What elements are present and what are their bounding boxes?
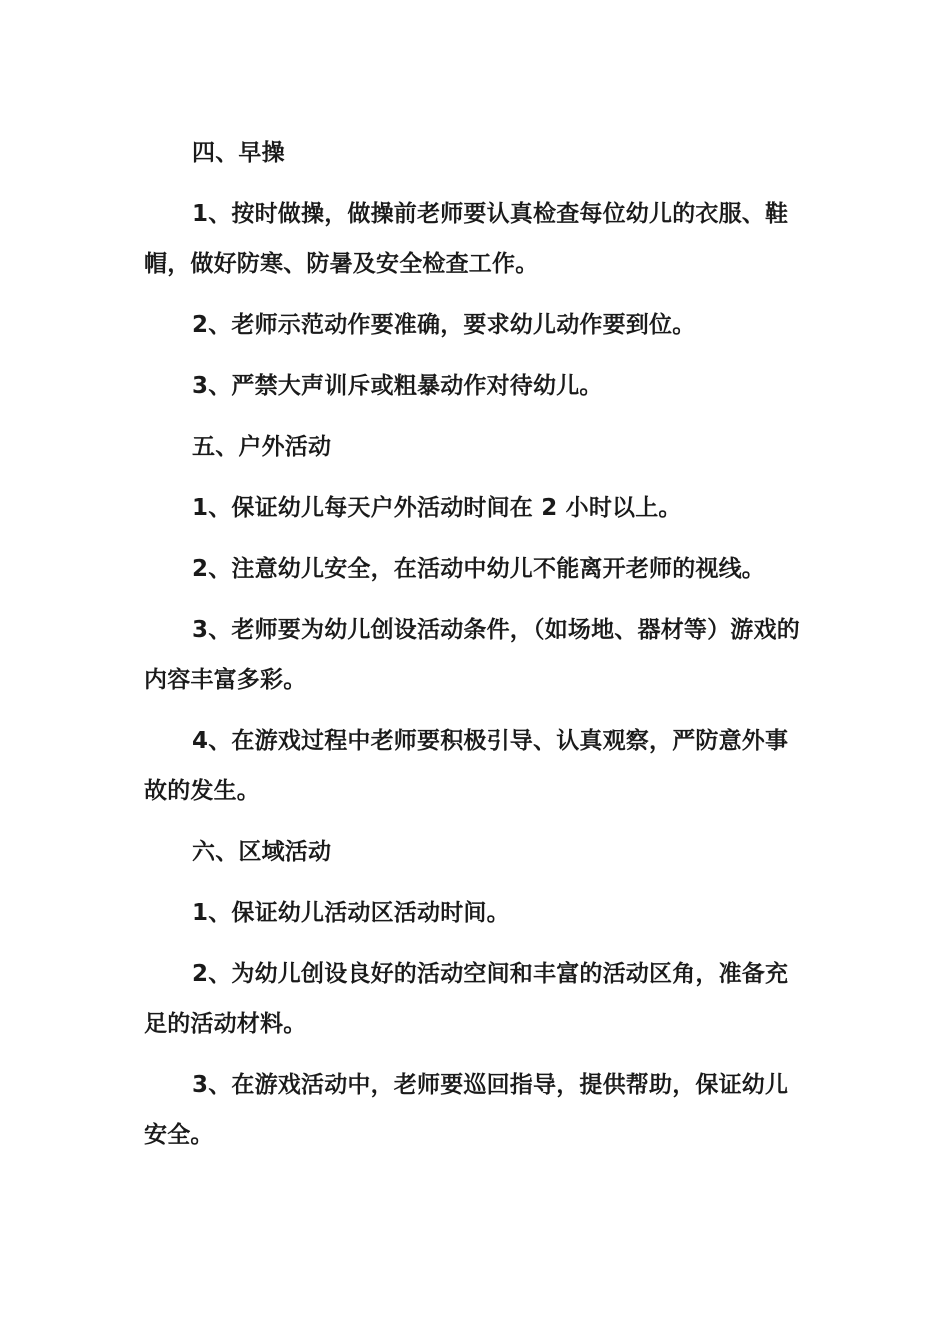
paragraph: 2、为幼儿创设良好的活动空间和丰富的活动区角，准备充足的活动材料。: [144, 961, 789, 1037]
paragraph: 4、在游戏过程中老师要积极引导、认真观察，严防意外事故的发生。: [144, 728, 789, 804]
paragraph: 3、在游戏活动中，老师要巡回指导，提供帮助，保证幼儿安全。: [144, 1072, 789, 1148]
section-heading-outdoor-activity: 五、户外活动: [192, 434, 332, 460]
paragraph: 2、老师示范动作要准确，要求幼儿动作要到位。: [192, 312, 696, 338]
section-heading-area-activity: 六、区域活动: [192, 839, 332, 865]
section-heading-morning-exercise: 四、早操: [192, 140, 285, 166]
paragraph: 3、严禁大声训斥或粗暴动作对待幼儿。: [192, 373, 603, 399]
document-body: [144, 128, 808, 1171]
paragraph: 1、保证幼儿每天户外活动时间在 2 小时以上。: [192, 495, 682, 521]
paragraph: 1、按时做操，做操前老师要认真检查每位幼儿的衣服、鞋帽，做好防寒、防暑及安全检查工作。: [144, 201, 789, 277]
paragraph: 2、注意幼儿安全，在活动中幼儿不能离开老师的视线。: [192, 556, 766, 582]
paragraph: 1、保证幼儿活动区活动时间。: [192, 900, 510, 926]
paragraph: 3、老师要为幼儿创设活动条件，（如场地、器材等）游戏的内容丰富多彩。: [144, 617, 800, 693]
